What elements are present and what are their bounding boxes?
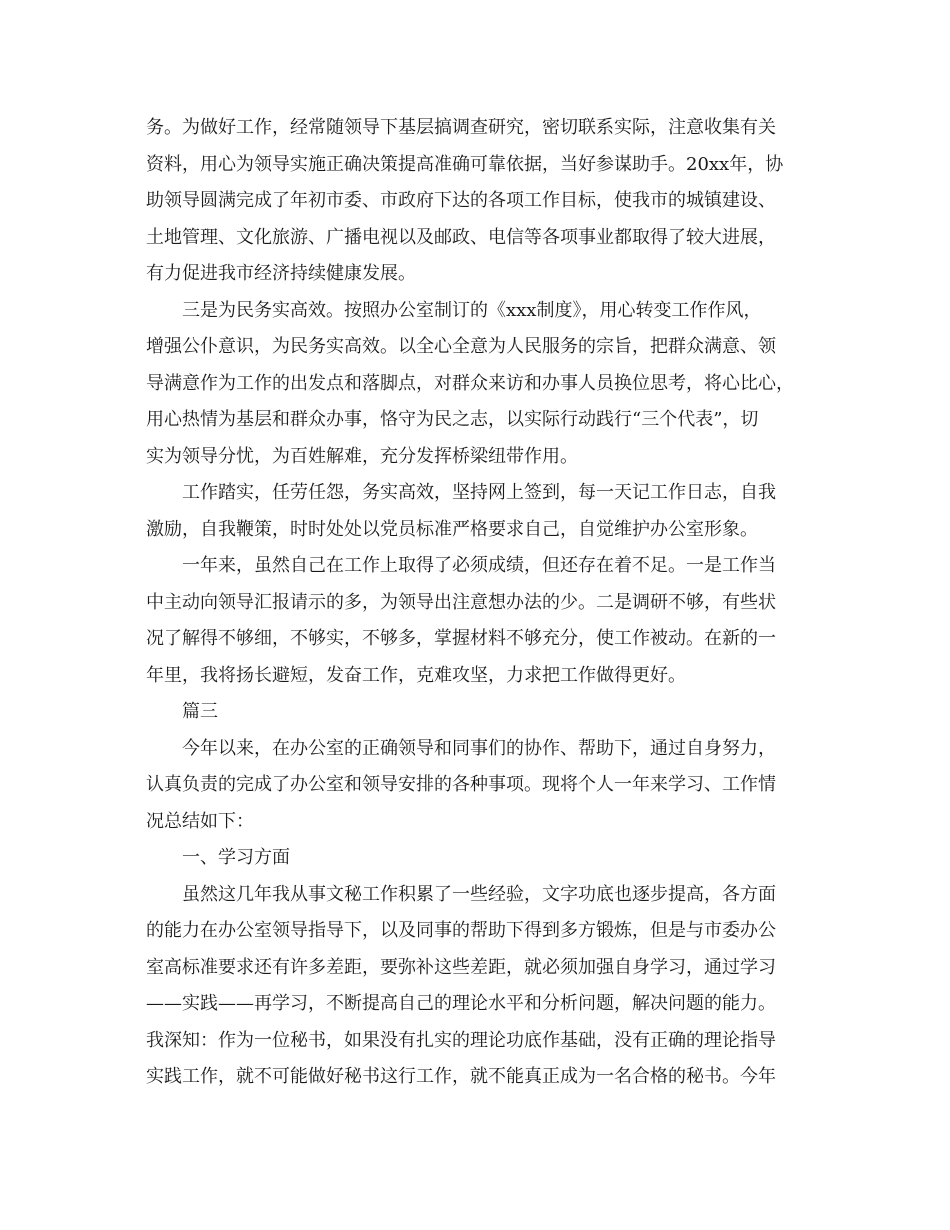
text-line: 中主动向领导汇报请示的多，为领导出注意想办法的少。二是调研不够，有些状 — [146, 591, 776, 613]
text-line: 实为领导分忧，为百姓解难，充分发挥桥梁纽带作用。 — [146, 445, 578, 467]
text-line: 今年以来，在办公室的正确领导和同事们的协作、帮助下，通过自身努力， — [182, 737, 776, 759]
text-line: 一年来，虽然自己在工作上取得了必须成绩，但还存在着不足。一是工作当 — [182, 555, 776, 576]
text-line: 认真负责的完成了办公室和领导安排的各种事项。现将个人一年来学习、工作情 — [146, 774, 776, 795]
text-line: 激励，自我鞭策，时时处处以党员标准严格要求自己，自觉维护办公室形象。 — [146, 518, 758, 540]
text-line: 篇三 — [182, 701, 218, 722]
text-line: 况总结如下： — [146, 810, 254, 832]
text-line: ——实践——再学习，不断提高自己的理论水平和分析问题，解决问题的能力。 — [146, 993, 776, 1014]
text-line: 资料，用心为领导实施正确决策提高准确可靠依据，当好参谋助手。20xx年，协 — [146, 153, 784, 175]
text-line: 导满意作为工作的出发点和落脚点，对群众来访和办事人员换位思考，将心比心， — [146, 372, 794, 394]
text-line: 虽然这几年我从事文秘工作积累了一些经验，文字功底也逐步提高，各方面 — [182, 883, 776, 905]
text-line: 工作踏实，任劳任怨，务实高效，坚持网上签到，每一天记工作日志，自我 — [182, 482, 776, 503]
text-line: 年里，我将扬长避短，发奋工作，克难攻坚，力求把工作做得更好。 — [146, 664, 686, 686]
text-line: 土地管理、文化旅游、广播电视以及邮政、电信等各项事业都取得了较大进展， — [146, 226, 776, 248]
document-body — [146, 110, 808, 1096]
text-line: 助领导圆满完成了年初市委、市政府下达的各项工作目标，使我市的城镇建设、 — [146, 190, 776, 211]
text-line: 我深知：作为一位秘书，如果没有扎实的理论功底作基础，没有正确的理论指导 — [146, 1029, 776, 1051]
text-line: 况了解得不够细，不够实，不够多，掌握材料不够充分，使工作被动。在新的一 — [146, 628, 776, 649]
text-line: 务。为做好工作，经常随领导下基层搞调查研究，密切联系实际，注意收集有关 — [146, 117, 776, 138]
text-line: 增强公仆意识，为民务实高效。以全心全意为人民服务的宗旨，把群众满意、领 — [146, 336, 776, 357]
text-line: 的能力在办公室领导指导下，以及同事的帮助下得到多方锻炼，但是与市委办公 — [146, 920, 776, 941]
text-line: 有力促进我市经济持续健康发展。 — [146, 263, 416, 284]
text-line: 室高标准要求还有许多差距，要弥补这些差距，就必须加强自身学习，通过学习 — [146, 956, 776, 978]
text-line: 三是为民务实高效。按照办公室制订的《xxx制度》，用心转变工作作风， — [182, 299, 762, 321]
text-line: 一、学习方面 — [182, 847, 290, 868]
text-line: 实践工作，就不可能做好秘书这行工作，就不能真正成为一名合格的秘书。今年 — [146, 1066, 776, 1087]
text-line: 用心热情为基层和群众办事，恪守为民之志，以实际行动践行“三个代表”，切 — [146, 409, 759, 430]
